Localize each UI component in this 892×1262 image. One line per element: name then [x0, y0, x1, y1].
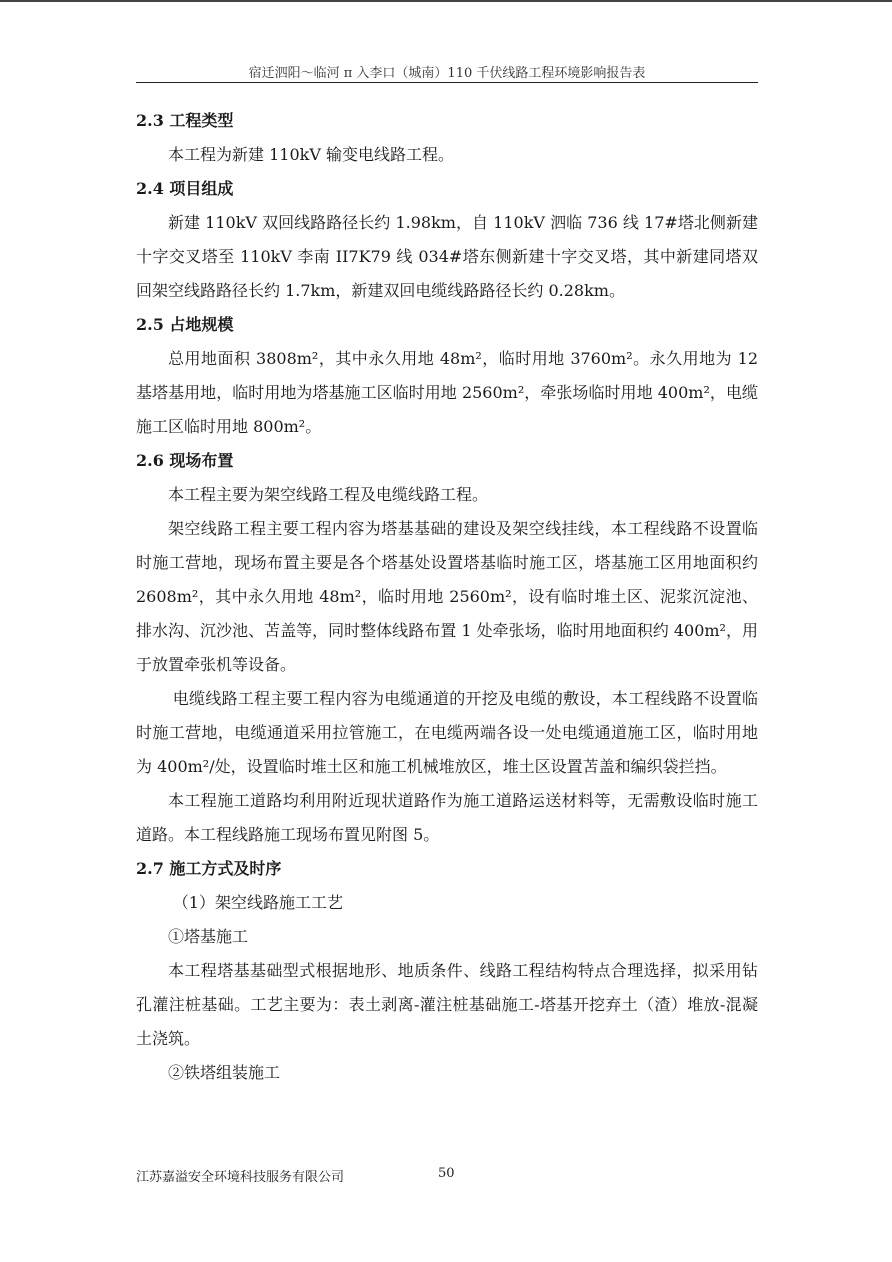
list-item: ①塔基施工 — [168, 927, 249, 946]
paragraph: 电缆线路工程主要工程内容为电缆通道的开挖及电缆的敷设，本工程线路不设置临时施工营地，电缆通道采用拉管施工，在电缆两端各设一处电缆通道施工区，临时用地为 400m²/处，设置临时堆土区和施工机械堆放区，堆土区设置苫盖和编织袋拦挡。 — [136, 689, 758, 776]
paragraph: 本工程主要为架空线路工程及电缆线路工程。 — [168, 485, 489, 504]
document-body — [136, 104, 758, 1090]
paragraph: 本工程塔基基础型式根据地形、地质条件、线路工程结构特点合理选择，拟采用钻孔灌注桩基础。工艺主要为：表土剥离-灌注桩基础施工-塔基开挖弃土（渣）堆放-混凝土浇筑。 — [136, 961, 758, 1048]
list-item: ②铁塔组装施工 — [168, 1063, 281, 1082]
section-heading-2-6: 2.6 现场布置 — [136, 451, 234, 470]
page-header-title: 宿迁泗阳～临河 π 入李口（城南）110 千伏线路工程环境影响报告表 — [248, 66, 646, 81]
top-border-line — [0, 0, 892, 2]
list-item: （1）架空线路施工工艺 — [172, 893, 343, 912]
section-heading-2-3: 2.3 工程类型 — [136, 111, 234, 130]
paragraph: 本工程施工道路均利用附近现状道路作为施工道路运送材料等，无需敷设临时施工道路。本工程线路施工现场布置见附图 5。 — [136, 791, 758, 844]
header-rule — [136, 82, 758, 83]
paragraph: 总用地面积 3808m²，其中永久用地 48m²，临时用地 3760m²。永久用地为 12 基塔基用地，临时用地为塔基施工区临时用地 2560m²，牵张场临时用地 400m²，电缆施工区临时用地 800m²。 — [136, 349, 758, 436]
page-number: 50 — [438, 1166, 455, 1181]
paragraph: 本工程为新建 110kV 输变电线路工程。 — [168, 145, 454, 164]
section-heading-2-5: 2.5 占地规模 — [136, 315, 234, 334]
paragraph: 架空线路工程主要工程内容为塔基基础的建设及架空线挂线，本工程线路不设置临时施工营地，现场布置主要是各个塔基处设置塔基临时施工区，塔基施工区用地面积约 2608m²，其中永久用地 48m²，临时用地 2560m²，设有临时堆土区、泥浆沉淀池、排水沟、沉沙池、苫盖等，同时整体线路布置 1 处牵张场，临时用地面积约 400m²，用于放置牵张机等设备。 — [136, 519, 758, 674]
section-heading-2-7: 2.7 施工方式及时序 — [136, 859, 282, 878]
paragraph: 新建 110kV 双回线路路径长约 1.98km，自 110kV 泗临 736 线 17#塔北侧新建十字交叉塔至 110kV 李南 II7K79 线 034#塔东侧新建十字交叉塔，其中新建同塔双回架空线路路径长约 1.7km，新建双回电缆线路路径长约 0.28km。 — [136, 213, 758, 300]
section-heading-2-4: 2.4 项目组成 — [136, 179, 234, 198]
footer-company: 江苏嘉溢安全环境科技服务有限公司 — [136, 1170, 345, 1185]
